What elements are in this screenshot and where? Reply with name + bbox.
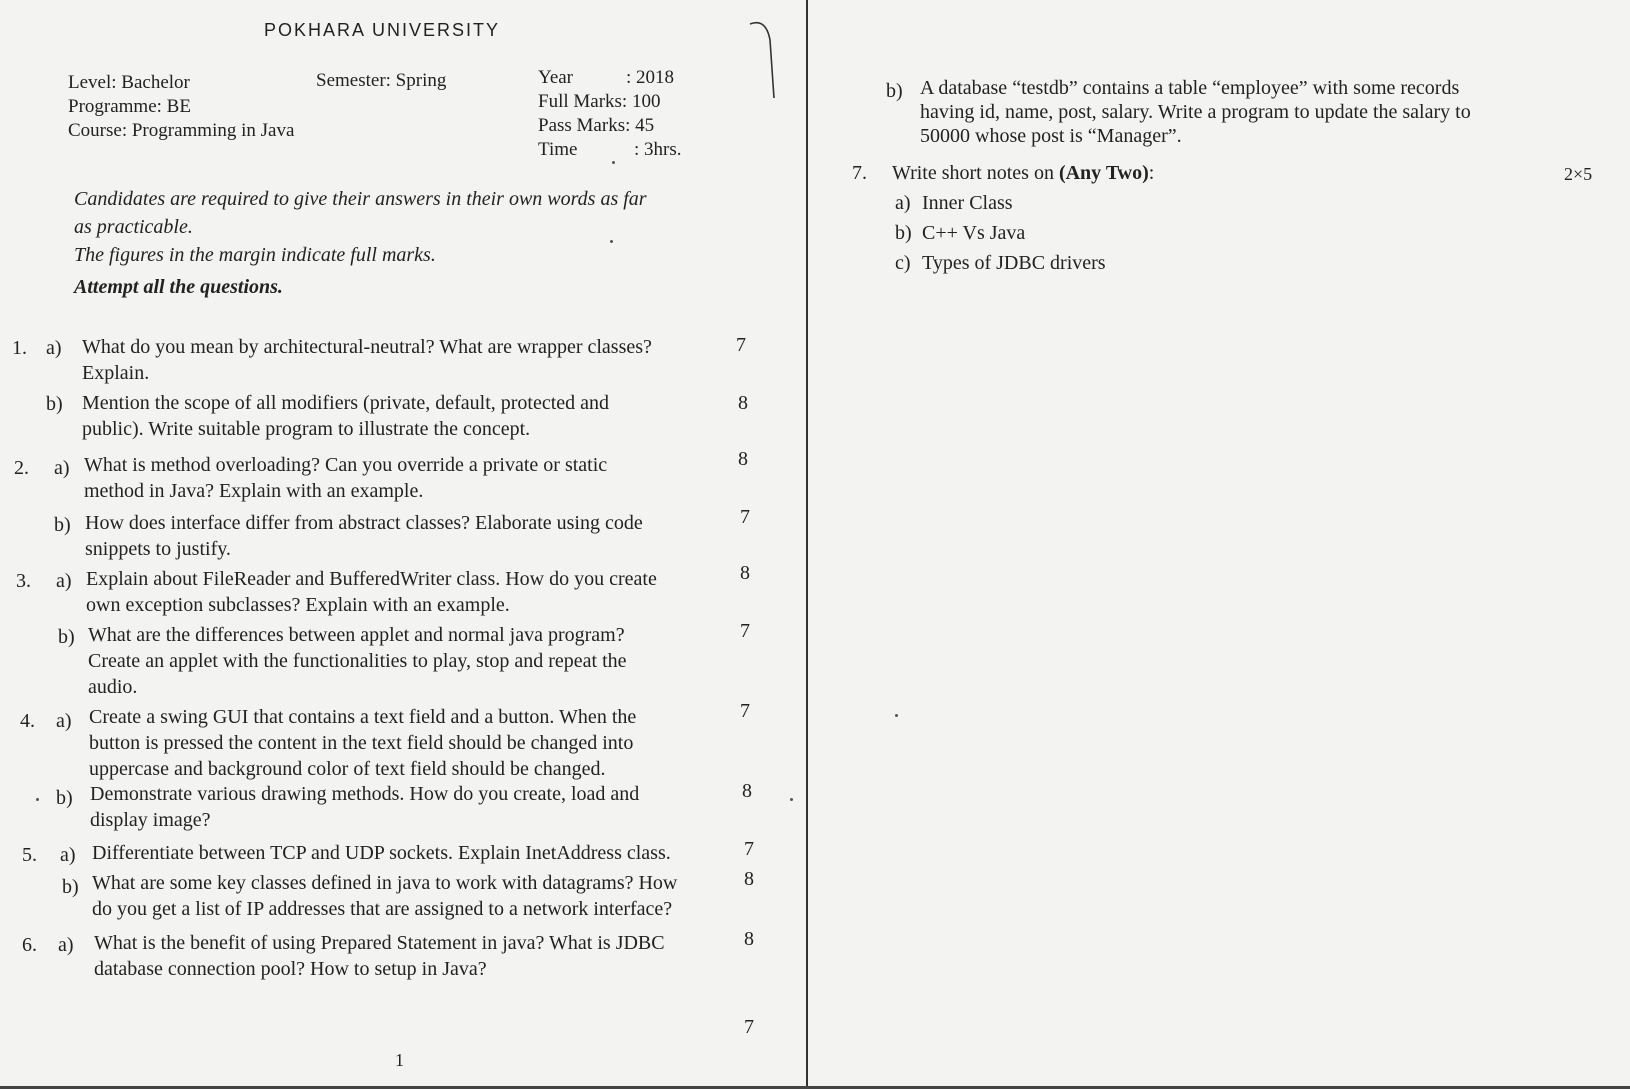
- scan-speck: [36, 798, 39, 801]
- question-text: [94, 930, 734, 982]
- marks: 8: [740, 562, 750, 584]
- question-line: own exception subclasses? Explain with an example.: [86, 594, 510, 616]
- sub-label: a): [60, 844, 76, 866]
- question-line: method in Java? Explain with an example.: [84, 480, 424, 502]
- question-line: snippets to justify.: [85, 538, 231, 560]
- page-number: 1: [395, 1050, 404, 1070]
- margin-bracket-mark: [748, 20, 778, 100]
- question-number: 7.: [852, 162, 867, 184]
- sub-label: a): [46, 337, 62, 359]
- question-line: What is method overloading? Can you override a private or static: [84, 454, 608, 476]
- time-label: Time: [538, 139, 578, 160]
- note-item: C++ Vs Java: [922, 222, 1026, 244]
- note-item: Inner Class: [922, 192, 1013, 214]
- question-line: :: [1148, 162, 1155, 184]
- question-text: [82, 334, 702, 386]
- instruction-line-4: Attempt all the questions.: [74, 276, 283, 298]
- scan-speck: [790, 798, 793, 801]
- question-line: uppercase and background color of text field should be changed.: [89, 758, 606, 780]
- year-value: : 2018: [626, 67, 675, 88]
- marks: 7: [740, 700, 750, 722]
- sub-label: a): [895, 192, 911, 214]
- question-line: A database “testdb” contains a table “employee” with some records: [920, 77, 1460, 99]
- any-two-emphasis: (Any Two): [1058, 162, 1149, 184]
- question-text: [892, 160, 1154, 186]
- question-line: Differentiate between TCP and UDP sockets. Explain InetAddress class.: [92, 842, 671, 864]
- scan-speck: [610, 240, 613, 243]
- question-number: 1.: [12, 337, 27, 359]
- question-line: database connection pool? How to setup in Java?: [94, 958, 487, 980]
- question-line: Create a swing GUI that contains a text field and a button. When the: [89, 706, 637, 728]
- sub-label: b): [54, 514, 71, 536]
- question-number: 6.: [22, 934, 37, 956]
- question-number: 4.: [20, 710, 35, 732]
- course: Course: Programming in Java: [68, 120, 295, 141]
- marks: 8: [738, 448, 748, 470]
- question-text: [92, 840, 712, 866]
- sub-label: b): [46, 393, 63, 415]
- marks: 8: [738, 392, 748, 414]
- programme: Programme: BE: [68, 96, 191, 117]
- marks: 7: [736, 334, 746, 356]
- marks: 7: [744, 838, 754, 860]
- sub-label: b): [895, 222, 912, 244]
- note-item: Types of JDBC drivers: [922, 252, 1106, 274]
- instruction-line-1: Candidates are required to give their answers in their own words as far: [74, 188, 647, 210]
- question-line: having id, name, post, salary. Write a program to update the salary to: [920, 101, 1471, 123]
- question-line: What are some key classes defined in java to work with datagrams? How: [92, 872, 678, 894]
- question-text: [920, 76, 1542, 148]
- year-label: Year: [538, 67, 574, 88]
- time-value: : 3hrs.: [634, 139, 682, 160]
- sub-label: c): [895, 252, 911, 274]
- marks: 8: [744, 928, 754, 950]
- marks: 7: [744, 1016, 754, 1038]
- scan-speck: [895, 714, 898, 717]
- question-number: 5.: [22, 844, 37, 866]
- question-text: [86, 566, 706, 618]
- question-text: [89, 704, 709, 782]
- question-number: 2.: [14, 457, 29, 479]
- question-line: do you get a list of IP addresses that are assigned to a network interface?: [92, 898, 673, 920]
- sub-label: a): [56, 570, 72, 592]
- full-marks: Full Marks: 100: [538, 91, 661, 112]
- instruction-line-2: as practicable.: [74, 216, 193, 238]
- question-line: What are the differences between applet and normal java program?: [88, 624, 625, 646]
- marks: 8: [744, 868, 754, 890]
- marks: 7: [740, 506, 750, 528]
- sub-label: b): [886, 80, 903, 102]
- question-line: How does interface differ from abstract classes? Elaborate using code: [85, 512, 643, 534]
- question-line: What is the benefit of using Prepared Statement in java? What is JDBC: [94, 932, 665, 954]
- marks: 2×5: [1564, 164, 1593, 184]
- question-text: [84, 452, 704, 504]
- question-line: What do you mean by architectural-neutral? What are wrapper classes?: [82, 336, 652, 358]
- sub-label: a): [54, 457, 70, 479]
- question-line: Mention the scope of all modifiers (private, default, protected and: [82, 392, 610, 414]
- question-line: Demonstrate various drawing methods. How do you create, load and: [90, 783, 640, 805]
- semester: Semester: Spring: [316, 70, 447, 91]
- question-text: [88, 622, 708, 700]
- marks: 7: [740, 620, 750, 642]
- question-line: public). Write suitable program to illustrate the concept.: [82, 418, 531, 440]
- question-line: Create an applet with the functionalities to play, stop and repeat the: [88, 650, 627, 672]
- question-line: Write short notes on: [892, 162, 1059, 184]
- question-line: display image?: [90, 809, 211, 831]
- scan-speck: [612, 161, 615, 164]
- pass-marks: Pass Marks: 45: [538, 115, 655, 136]
- level: Level: Bachelor: [68, 72, 190, 93]
- question-line: button is pressed the content in the text field should be changed into: [89, 732, 634, 754]
- instruction-line-3: The figures in the margin indicate full marks.: [74, 244, 436, 266]
- question-line: Explain about FileReader and BufferedWriter class. How do you create: [86, 568, 657, 590]
- sub-label: b): [56, 787, 73, 809]
- question-text: [82, 390, 702, 442]
- question-line: Explain.: [82, 362, 150, 384]
- sub-label: a): [58, 934, 74, 956]
- university-name: POKHARA UNIVERSITY: [264, 20, 501, 40]
- question-text: [90, 781, 710, 833]
- sub-label: a): [56, 710, 72, 732]
- sub-label: b): [58, 626, 75, 648]
- question-line: 50000 whose post is “Manager”.: [920, 125, 1182, 147]
- question-line: audio.: [88, 676, 138, 698]
- marks: 8: [742, 780, 752, 802]
- question-number: 3.: [16, 570, 31, 592]
- question-text: [85, 510, 705, 562]
- sub-label: b): [62, 876, 79, 898]
- question-text: [92, 870, 732, 922]
- page-divider: [806, 0, 808, 1089]
